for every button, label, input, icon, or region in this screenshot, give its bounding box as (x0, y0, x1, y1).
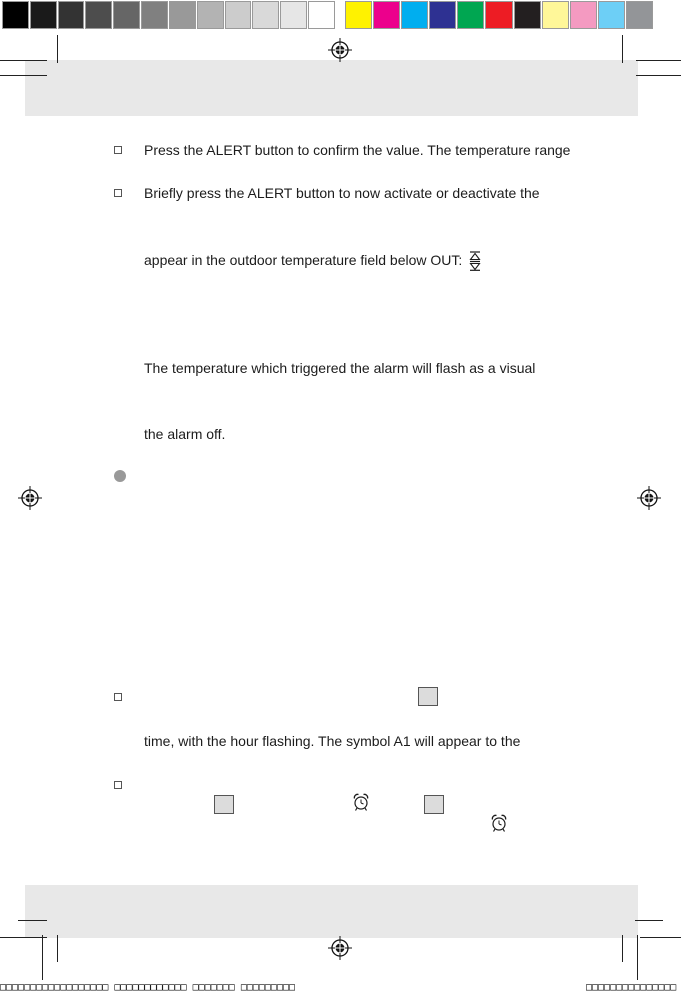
crop-mark (0, 60, 47, 61)
grayscale-swatch (225, 1, 252, 29)
alarm-off-text: the alarm off. (144, 426, 226, 442)
registration-mark-icon (636, 485, 662, 511)
crop-mark (0, 75, 47, 76)
crop-mark (42, 935, 43, 980)
process-color-swatch (626, 1, 653, 29)
crop-mark (0, 937, 47, 938)
button-key-icon (214, 795, 234, 814)
process-color-swatch (401, 1, 428, 29)
process-color-swatch (373, 1, 400, 29)
crop-mark (622, 35, 623, 63)
crop-mark (636, 60, 681, 61)
grayscale-swatch (308, 1, 335, 29)
checkbox-bullet-icon (114, 693, 122, 701)
process-color-swatch (345, 1, 372, 29)
crop-mark (640, 937, 681, 938)
grayscale-swatch (169, 1, 196, 29)
process-color-swatch (598, 1, 625, 29)
process-color-swatch (570, 1, 597, 29)
header-band (25, 60, 638, 116)
crop-mark (57, 935, 58, 962)
step-activate-text: Briefly press the ALERT button to now activate or deactivate the (144, 185, 540, 201)
grayscale-swatch (85, 1, 112, 29)
button-key-icon (424, 795, 444, 814)
process-color-swatch (429, 1, 456, 29)
checkbox-bullet-icon (114, 146, 122, 154)
alert-symbol-text: appear in the outdoor temperature field below OUT: (144, 252, 463, 268)
grayscale-swatch (252, 1, 279, 29)
hour-flash-text: time, with the hour flashing. The symbol A1 will appear to the (144, 733, 521, 749)
info-bullet-icon (114, 470, 126, 482)
registration-mark-icon (327, 37, 353, 63)
grayscale-swatch (280, 1, 307, 29)
crop-mark (635, 920, 663, 921)
alert-symbol-line (144, 251, 481, 271)
grayscale-swatch (30, 1, 57, 29)
crop-mark (57, 35, 58, 63)
alarm-clock-icon (490, 813, 508, 833)
checkbox-bullet-icon (114, 189, 122, 197)
crop-mark (622, 935, 623, 962)
grayscale-swatch (113, 1, 140, 29)
process-color-swatch (514, 1, 541, 29)
process-color-swatch (485, 1, 512, 29)
grayscale-swatch (2, 1, 29, 29)
grayscale-swatch (141, 1, 168, 29)
grayscale-swatch (197, 1, 224, 29)
process-color-bar (345, 1, 653, 29)
registration-mark-icon (17, 485, 43, 511)
crop-mark (18, 920, 47, 921)
grayscale-color-bar (2, 1, 335, 29)
process-color-swatch (457, 1, 484, 29)
crop-mark (637, 935, 638, 980)
registration-mark-icon (327, 935, 353, 961)
button-key-icon (418, 687, 438, 706)
step-confirm-text: Press the ALERT button to confirm the value. The temperature range (144, 142, 571, 158)
grayscale-swatch (58, 1, 85, 29)
checkbox-bullet-icon (114, 781, 122, 789)
alarm-clock-icon (352, 792, 370, 812)
process-color-swatch (542, 1, 569, 29)
footer-band (25, 885, 638, 938)
crop-mark (636, 75, 681, 76)
print-slug-left: □□□□□□□□□□□□□□□□□□ □□□□□□□□□□□□ □□□□□□□ □□□□□□□□□ (0, 982, 296, 993)
alert-symbol-icon (469, 251, 481, 271)
flash-line-text: The temperature which triggered the alarm will flash as a visual (144, 360, 536, 376)
print-slug-right: □□□□□□□□□□□□□□□ (586, 982, 677, 993)
